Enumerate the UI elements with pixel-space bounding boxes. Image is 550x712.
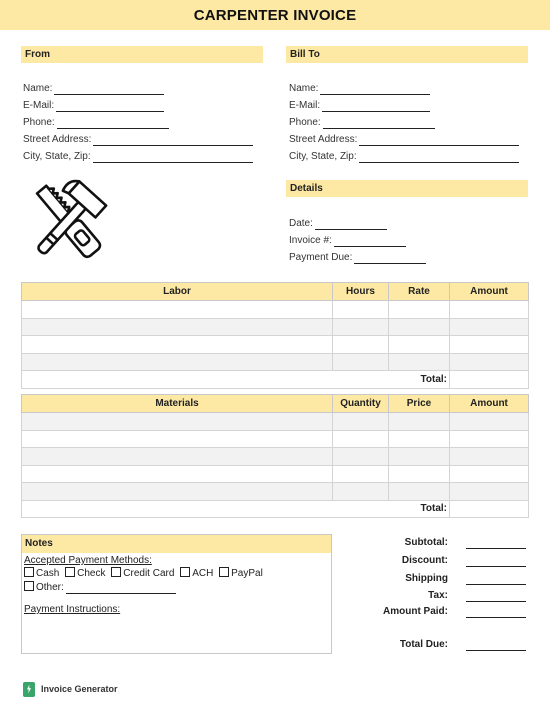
subtotal-input[interactable] [466, 548, 526, 549]
paypal-checkbox[interactable] [219, 567, 229, 577]
rate-col-header: Rate [389, 283, 450, 301]
labor-header-row [22, 283, 529, 301]
cash-checkbox[interactable] [24, 567, 34, 577]
from-heading: From [21, 46, 263, 63]
shipping-row [370, 573, 530, 587]
footer-brand-name: Invoice Generator [41, 684, 118, 694]
payment-due-field[interactable]: Payment Due: [289, 251, 426, 264]
shipping-label: Shipping [405, 573, 448, 584]
amount-paid-row [370, 606, 530, 620]
quantity-col-header: Quantity [333, 395, 389, 413]
from-street-field[interactable]: Street Address: [23, 133, 253, 146]
other-label: Other: [36, 582, 64, 593]
materials-total-label: Total: [22, 500, 450, 518]
table-row[interactable] [22, 353, 529, 371]
hammer-and-saw-icon [22, 176, 114, 266]
materials-table [21, 394, 529, 518]
table-row[interactable] [22, 465, 529, 483]
table-row[interactable] [22, 336, 529, 354]
paypal-label: PayPal [231, 568, 263, 579]
notes-heading: Notes [22, 535, 331, 553]
table-row[interactable] [22, 483, 529, 501]
accepted-payment-label: Accepted Payment Methods: [24, 555, 152, 566]
materials-total-value[interactable] [450, 500, 529, 518]
amount-paid-input[interactable] [466, 617, 526, 618]
hours-col-header: Hours [333, 283, 389, 301]
price-col-header: Price [389, 395, 450, 413]
labor-table [21, 282, 529, 389]
discount-label: Discount: [401, 555, 448, 566]
invoice-title-bar [0, 0, 550, 30]
ach-checkbox[interactable] [180, 567, 190, 577]
labor-total-label: Total: [22, 371, 450, 389]
bill-to-phone-field[interactable]: Phone: [289, 116, 435, 129]
discount-input[interactable] [466, 566, 526, 567]
payment-methods-row [24, 567, 331, 580]
ach-label: ACH [192, 568, 214, 579]
table-row[interactable] [22, 430, 529, 448]
materials-col-header: Materials [22, 395, 333, 413]
invoice-generator-logo-icon [23, 682, 35, 697]
labor-total-value[interactable] [450, 371, 529, 389]
bill-to-city-field[interactable]: City, State, Zip: [289, 150, 519, 163]
tax-label: Tax: [428, 590, 448, 601]
notes-box [21, 534, 332, 654]
total-due-label: Total Due: [399, 639, 448, 650]
total-due-input[interactable] [466, 650, 526, 651]
amount-col-header: Amount [450, 283, 529, 301]
credit-card-checkbox[interactable] [111, 567, 121, 577]
amount-paid-label: Amount Paid: [383, 606, 448, 617]
bill-to-name-field[interactable]: Name: [289, 82, 430, 95]
invoice-title: CARPENTER INVOICE [193, 6, 357, 24]
from-phone-field[interactable]: Phone: [23, 116, 169, 129]
discount-row [370, 555, 530, 569]
materials-header-row [22, 395, 529, 413]
details-heading: Details [286, 180, 528, 197]
labor-total-row [22, 371, 529, 389]
from-email-field[interactable]: E-Mail: [23, 99, 164, 112]
from-city-field[interactable]: City, State, Zip: [23, 150, 253, 163]
materials-total-row [22, 500, 529, 518]
other-input[interactable] [66, 584, 176, 594]
from-name-field[interactable]: Name: [23, 82, 164, 95]
table-row[interactable] [22, 413, 529, 431]
total-due-row [370, 639, 530, 653]
cash-label: Cash [36, 568, 60, 579]
subtotal-row [370, 537, 530, 551]
subtotal-label: Subtotal: [404, 537, 448, 548]
check-label: Check [77, 568, 106, 579]
labor-col-header: Labor [22, 283, 333, 301]
bill-to-street-field[interactable]: Street Address: [289, 133, 519, 146]
date-field[interactable]: Date: [289, 217, 387, 230]
payment-instructions-label: Payment Instructions: [24, 604, 121, 615]
credit-card-label: Credit Card [123, 568, 175, 579]
amount-col-header: Amount [450, 395, 529, 413]
other-row [24, 581, 331, 594]
invoice-number-field[interactable]: Invoice #: [289, 234, 406, 247]
bill-to-heading: Bill To [286, 46, 528, 63]
shipping-input[interactable] [466, 584, 526, 585]
other-checkbox[interactable] [24, 581, 34, 591]
check-checkbox[interactable] [65, 567, 75, 577]
table-row[interactable] [22, 301, 529, 319]
footer-brand[interactable] [23, 680, 118, 698]
table-row[interactable] [22, 318, 529, 336]
bill-to-email-field[interactable]: E-Mail: [289, 99, 430, 112]
tax-row [370, 590, 530, 604]
tax-input[interactable] [466, 601, 526, 602]
table-row[interactable] [22, 448, 529, 466]
